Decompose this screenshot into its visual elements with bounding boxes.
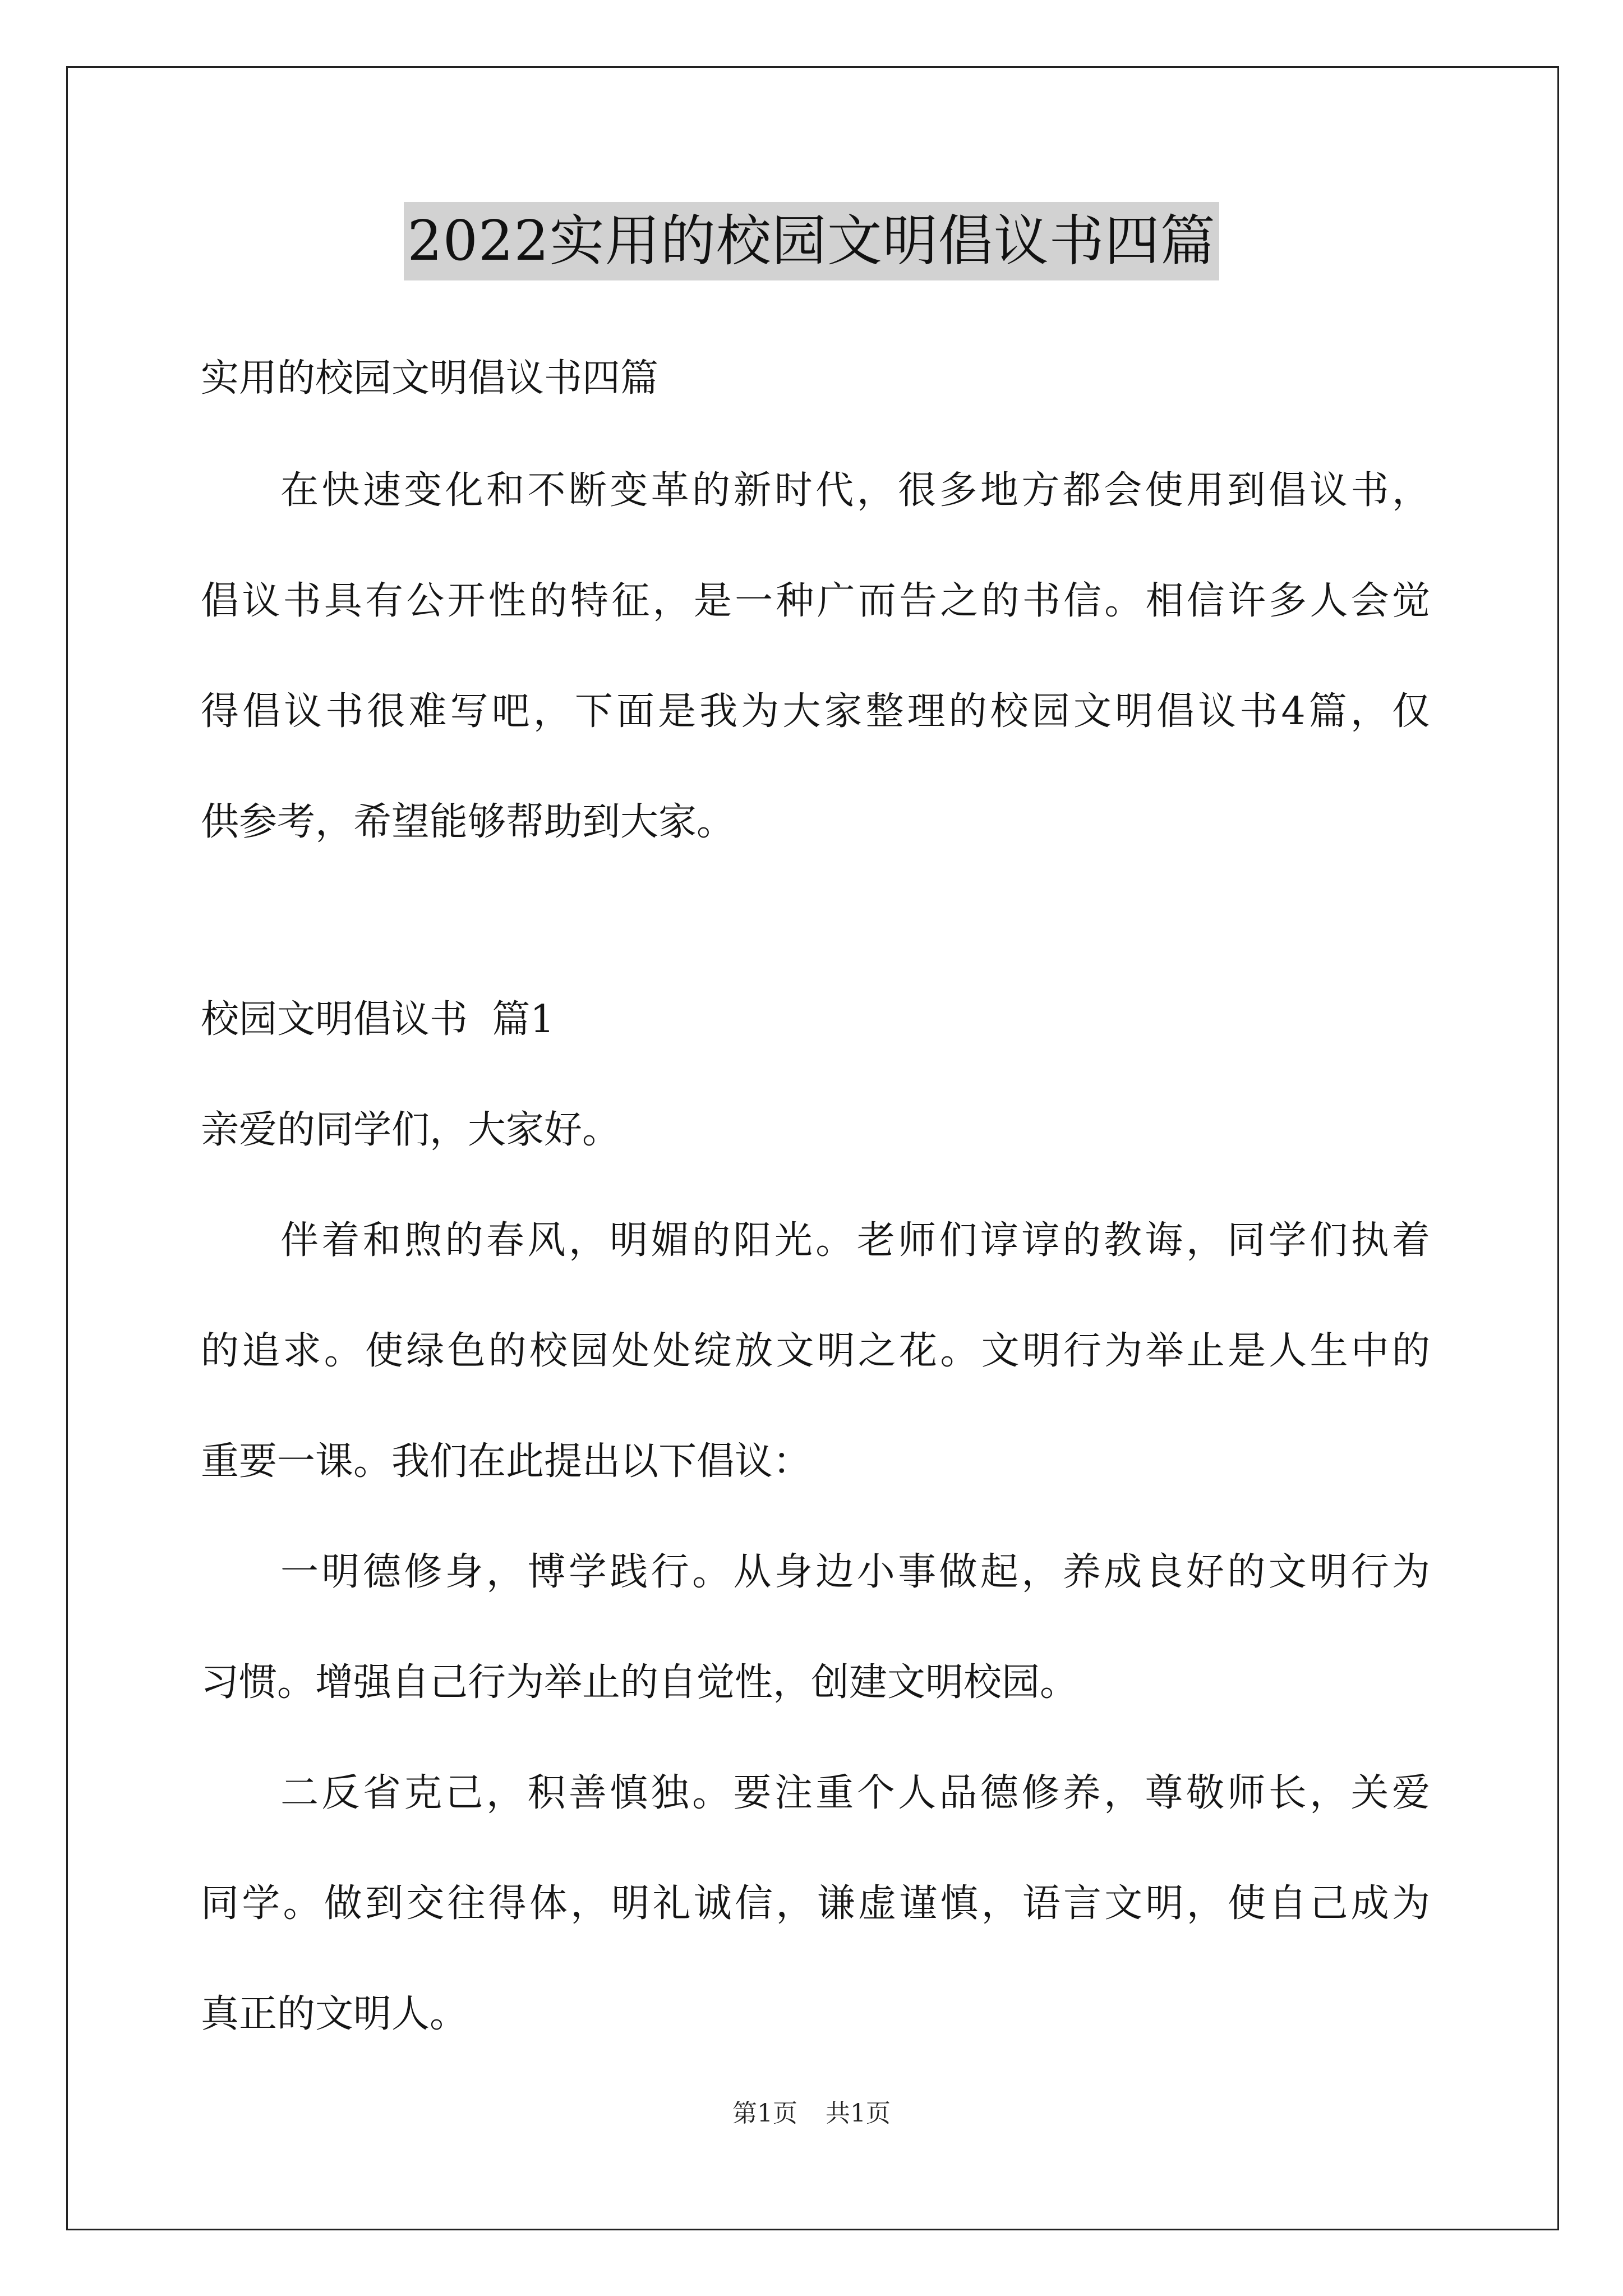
paragraph2-line-1: 一明德修身，博学践行。从身边小事做起，养成良好的文明行为: [280, 1550, 1430, 1594]
section-heading: 校园文明倡议书 篇1: [201, 997, 555, 1042]
page-number-current: 第1页: [732, 2099, 797, 2128]
paragraph1-line-1: 伴着和煦的春风，明媚的阳光。老师们谆谆的教诲，同学们执着: [280, 1218, 1430, 1263]
page-number-total: 共1页: [826, 2099, 891, 2128]
paragraph2-line-2: 习惯。增强自己行为举止的自觉性，创建文明校园。: [201, 1660, 1078, 1705]
paragraph1-line-3: 重要一课。我们在此提出以下倡议：: [201, 1439, 811, 1484]
paragraph1-line-2: 的追求。使绿色的校园处处绽放文明之花。文明行为举止是人生中的: [201, 1329, 1430, 1373]
paragraph3-line-1: 二反省克己，积善慎独。要注重个人品德修养，尊敬师长，关爱: [280, 1771, 1430, 1815]
intro-line-3: 得倡议书很难写吧，下面是我为大家整理的校园文明倡议书4篇，仅: [201, 689, 1430, 734]
greeting: 亲爱的同学们，大家好。: [201, 1108, 621, 1152]
intro-line-2: 倡议书具有公开性的特征，是一种广而告之的书信。相信许多人会觉: [201, 579, 1430, 623]
document-subtitle: 实用的校园文明倡议书四篇: [201, 356, 659, 401]
document-title: 2022实用的校园文明倡议书四篇: [404, 202, 1219, 280]
intro-line-1: 在快速变化和不断变革的新时代，很多地方都会使用到倡议书，: [280, 468, 1430, 513]
title-container: [0, 202, 1623, 280]
paragraph3-line-3: 真正的文明人。: [201, 1992, 468, 2036]
intro-line-4: 供参考，希望能够帮助到大家。: [201, 800, 735, 844]
page-footer: [0, 2097, 1623, 2131]
paragraph3-line-2: 同学。做到交往得体，明礼诚信，谦虚谨慎，语言文明，使自己成为: [201, 1881, 1430, 1926]
